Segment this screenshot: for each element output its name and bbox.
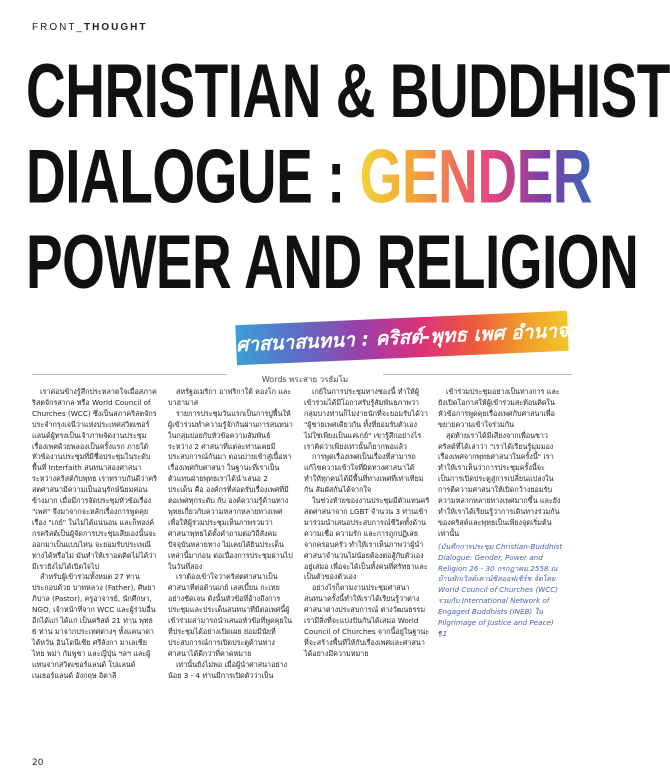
article-caption xyxy=(438,542,564,640)
paragraph: ในช่วงท้ายของงานประชุมมีตัวแทนคริสตศาสนาจาก LGBT จำนวน 3 ท่านเข้ามาร่วมนำเสนอประสบการณ์ชีวิตทั้งด้านความเชื่อ ความรัก และการถูกปฏิเสธจากครอบครัว ทำให้เราเห็นภาพว่าผู้นำศาสนาจำนวนไม่น้อยต้องต่อสู้กับตัวเองอยู่เสมอ เพื่อจะได้เป็นทั้งคนที่ศรัทธาและเป็นตัวของตัวเอง xyxy=(304,496,430,582)
column-3 xyxy=(304,387,430,660)
section-label-front: FRONT_ xyxy=(32,22,84,33)
paragraph: เข้าร่วมประชุมอย่างเป็นทางการ และยังเปิดโอกาสให้ผู้เข้าร่วมสะท้อนคิดในหัวข้อการพูดคุยเรื่องเพศกับศาสนาเพื่อขยายความเข้าใจร่วมกัน xyxy=(438,387,560,429)
byline-rule-left xyxy=(32,374,227,375)
paragraph: สุดท้ายเราได้มีเสียงจากเพื่อนชาวคริสต์ที่ได้เล่าว่า "เราได้เรียนรู้มุมมองเรื่องเพศจากพุทธศาสนาในครั้งนี้" เราทำให้เราเห็นว่าการประชุมครั้งนี้จะเป็นการเปิดประตูสู่การเปลี่ยนแปลงในการตีความศาสนาให้เปิดกว้างยอมรับความหลากหลายทางเพศมากขึ้น และยังทำให้เราได้เรียนรู้ว่าการเดินทางร่วมกันของคริสต์และพุทธเป็นเพียงจุดเริ่มต้นเท่านั้น xyxy=(438,430,561,538)
headline-line-3: POWER AND RELIGION xyxy=(26,219,639,305)
headline-line-1: CHRISTIAN & BUDDHIST xyxy=(26,48,670,134)
paragraph: การพูดเรื่องเพศเป็นเรื่องที่สามารถแก้ไขความเข้าใจที่ผิดทางศาสนาได้ ทำให้ทุกคนได้มีพื้นที่ทางเพศที่เท่าเทียมกัน สัมผัสกันได้จากใจ xyxy=(304,452,424,495)
headline-line-2 xyxy=(26,133,592,220)
column-2 xyxy=(168,387,294,681)
paragraph: สำหรับผู้เข้าร่วมทั้งหมด 27 ท่านประกอบด้วย บาทหลวง (Father), ศิษยาภิบาล (Pastor), ครูอาจารย์, นักศึกษา, NGO, เจ้าหน้าที่จาก WCC และผู้ร่วมอื่นอีกได้แก่ ได้แก่ เป็นคริสต์ 21 ท่าน พุทธ 6 ท่าน มาจากประเทศต่างๆ ทั้งแคนาดา ไต้หวัน อินโดนีเซีย ศรีลังกา มาเลเซีย ไทย พม่า กัมพูชา และญี่ปุ่น ฯลฯ และผู้แทนจากสวิตเซอร์แลนด์ โปแลนด์ เนเธอร์แลนด์ อังกฤษ อิตาลี xyxy=(32,572,156,680)
paragraph: รายการประชุมวันแรกเป็นการปูพื้นให้ผู้เข้าร่วมทำความรู้จักกันผ่านการสนทนาในกลุ่มย่อยกับหัวข้อความสัมพันธ์ระหว่าง 2 ศาสนาที่แต่ละท่านเคยมีประสบการณ์กันมา ตอนบ่ายเข้าสู่เนื้อหาเรื่องเพศกับศาสนา ในฐานะที่เราเป็นตัวแทนฝ่ายพุทธเราได้นำเสนอ 2 ประเด็น คือ องค์กรที่สอดรับเรื่องเพศที่มีต่อเพศทุกระดับ กับ องค์ความรู้ด้านทางพุทธเกี่ยวกับความหลากหลายทางเพศ เพื่อให้ผู้ร่วมประชุมเห็นภาพรวมว่าศาสนาพุทธได้ตั้งคำถามต่อวิถีสังคมปัจจุบันหลายทาง ไม่เคยได้ยินประเด็นเหล่านี้มาก่อน ต่อเนื่องการประชุมผ่านไปในวันที่สอง xyxy=(168,408,293,571)
section-label-thought: THOUGHT xyxy=(84,22,148,33)
paragraph: เท่านั้นยังไม่พอ เมื่อผู้นำศาสนาอย่างน้อย 3 - 4 ท่านมีการเปิดตัวว่าเป็น xyxy=(168,659,288,680)
column-4 xyxy=(438,387,564,640)
column-1 xyxy=(32,387,158,681)
article-body xyxy=(32,387,572,752)
page-number: 20 xyxy=(32,758,44,768)
paragraph: เราค่อนข้างรู้สึกประหลาดใจเมื่อสภาคริสตจักรสากล หรือ World Council of Churches (WCC) ซึ่งเป็นสภาคริสตจักรประจำกรุงเจนีวาแห่งประเทศสวิตเซอร์แลนด์ผู้ทรงเป็นเจ้าภาพจัดงานประชุมเรื่องเพศด้วยพลองเป็นครั้งแรก ภายใต้หัวข้องานประชุมที่มีชื่อประชุมในระดับพื้นที่ Interfaith สนทนาสองศาสนาระหว่างคริสต์กับพุทธ เราทราบกันดีว่าคริสตศาสนามีความเป็นอนุรักษ์นิยมค่อนข้างมาก เมื่อมีการจัดประชุมหัวข้อเรื่อง "เพศ" จึงมาจากจะหลักเรื่องการพูดคุยเรื่อง "เกย์" ในไม่ได้แน่นอน และก็ทองค์กรคริสต์เป็นผู้จัดการประชุมเสียเองนั้นจะออกมาเป็นแบบไหน จะยอมรับประเพณีทางได้หรือไม่ มันทำให้เราอดคิดไม่ได้ว่ามีเรายังไม่ได้เปิดใจไป xyxy=(32,387,158,571)
paragraph: สหรัฐอเมริกา อาฟริกาใต้ คองโก และบาฮามาส xyxy=(168,387,292,407)
headline-accent-gender: GENDER xyxy=(359,133,592,220)
headline-line-2-start: DIALOGUE : xyxy=(26,133,360,220)
paragraph: อย่างไรก็ตามงานประชุมศาสนาสนทนาครั้งนี้ทำให้เราได้เรียนรู้ว่าต่างศาสนาต่างประสบการณ์ ต่างวัฒนธรรม เรามีสิ่งที่จะแบ่งปันกันได้เสมอ World Council of Churches จากนี้อยู่ในฐานะที่จะสร้างพื้นที่ให้กับเรื่องเพศและศาสนาได้อย่างมีความหมาย xyxy=(304,583,430,658)
byline: Words พระสาย วรธัมโม xyxy=(261,375,349,384)
headline xyxy=(26,48,670,305)
byline-rule-right xyxy=(383,374,572,375)
caption-text: (บันทึกการประชุม Christian-Buddhist Dialogue: Gender, Power and Religion 26 - 30 กรกฎาคม 2558 ณ บ้านพักเวิลด์เคาน์ซิลออฟเชิร์ช จัดโดย World Council of Churches (WCC) ร่วมกับ International Network of Engaged Buddhists (INEB) ใน Pilgrimage of Justice and Peace) xyxy=(438,541,563,628)
section-label xyxy=(32,22,147,33)
subtitle-banner: ศาสนาสนทนา : คริสต์-พุทธ เพศ อำนาจ ศาสนา xyxy=(235,311,568,365)
paragraph: เกย์ในการประชุมทางช่องนี้ ทำให้ผู้เข้าร่วมได้มีโอกาสรับรู้สัมพันธภาพว่ากลุ่มบางท่านก็ไม่ง่ายนักที่จะยอมรับได้ว่า "ผู้ชายเพศเดียวกัน ทั้งที่ยอมรับตัวเองไม่ใช่เพียงเป็นแค่เกย์" เขารู้สึกอย่างไร เราคิดว่าเพียงเท่านั้นก็ยากพอแล้ว xyxy=(304,387,428,451)
caption-end-mark: ¶1 xyxy=(438,628,448,638)
paragraph: เราต้องเข้าใจว่าคริสตศาสนาเป็นศาสนาที่ต่อต้านเกย์ เลสเบี้ยน กะเทยอย่างชัดเจน ดังนั้นหัวข้อที่อ้างถึงการประชุมและประเด็นสนทนาที่มีต่อเพศนี้ผู้เข้าร่วมสามารถนำเสนอหัวข้อที่พูดคุยในที่ประชุมได้อย่างเปิดเผย ย่อมมีนัยที่ประสบการณ์การเปิดประตูด้านทางศาสนาได้ดีกว่าที่คาดหมาย xyxy=(168,572,293,658)
